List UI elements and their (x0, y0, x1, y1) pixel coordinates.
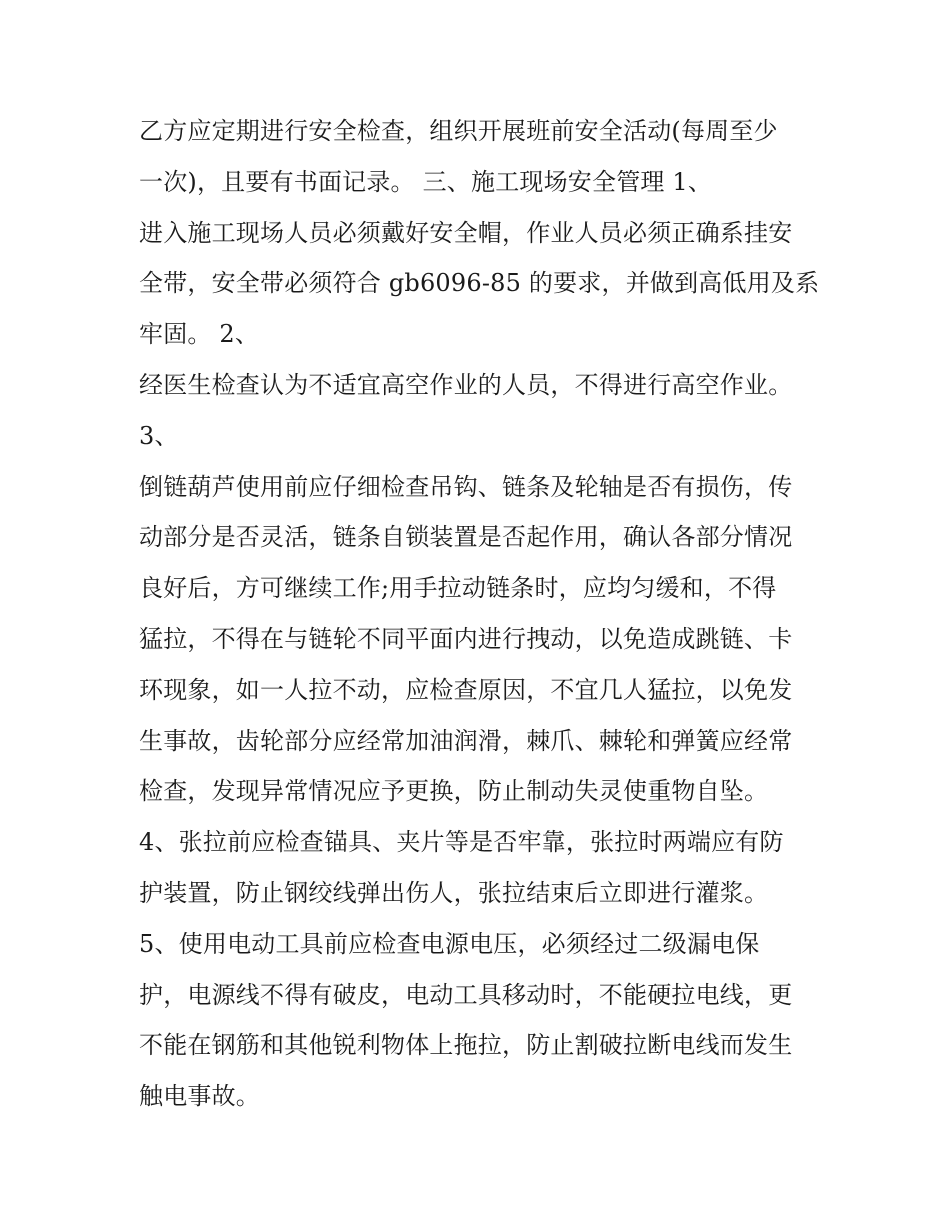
text-line: 触电事故。 (139, 1082, 260, 1111)
text-line: 环现象，如一人拉不动，应检查原因，不宜几人猛拉，以免发 (139, 675, 793, 704)
text-line: 检查，发现异常情况应予更换，防止制动失灵使重物自坠。 (139, 777, 769, 806)
text-line: 不能在钢筋和其他锐利物体上拖拉，防止割破拉断电线而发生 (139, 1031, 793, 1060)
text-line: 护，电源线不得有破皮，电动工具移动时，不能硬拉电线，更 (139, 980, 793, 1009)
text-line: 进入施工现场人员必须戴好安全帽，作业人员必须正确系挂安 (139, 218, 793, 247)
text-line: 一次)，且要有书面记录。 三、施工现场安全管理 1、 (139, 167, 713, 196)
text-line: 全带，安全带必须符合 gb6096-85 的要求，并做到高低用及系 (139, 269, 820, 298)
text-line: 4、张拉前应检查锚具、夹片等是否牢靠，张拉时两端应有防 (139, 828, 784, 857)
text-line: 护装置，防止钢绞线弹出伤人，张拉结束后立即进行灌浆。 (139, 878, 769, 907)
text-line: 生事故，齿轮部分应经常加油润滑，棘爪、棘轮和弹簧应经常 (139, 726, 793, 755)
text-line: 牢固。 2、 (139, 320, 260, 349)
text-line: 乙方应定期进行安全检查，组织开展班前安全活动(每周至少 (139, 117, 778, 145)
text-line: 5、使用电动工具前应检查电源电压，必须经过二级漏电保 (139, 929, 760, 958)
text-line: 倒链葫芦使用前应仔细检查吊钩、链条及轮轴是否有损伤，传 (139, 472, 793, 501)
text-line: 猛拉，不得在与链轮不同平面内进行拽动，以免造成跳链、卡 (139, 624, 793, 653)
document-body (139, 106, 829, 1122)
text-line: 经医生检查认为不适宜高空作业的人员，不得进行高空作业。 (139, 370, 793, 399)
text-line: 良好后，方可继续工作;用手拉动链条时，应均匀缓和，不得 (139, 574, 777, 603)
text-line: 3、 (139, 421, 179, 450)
text-line: 动部分是否灵活，链条自锁装置是否起作用，确认各部分情况 (139, 523, 793, 552)
